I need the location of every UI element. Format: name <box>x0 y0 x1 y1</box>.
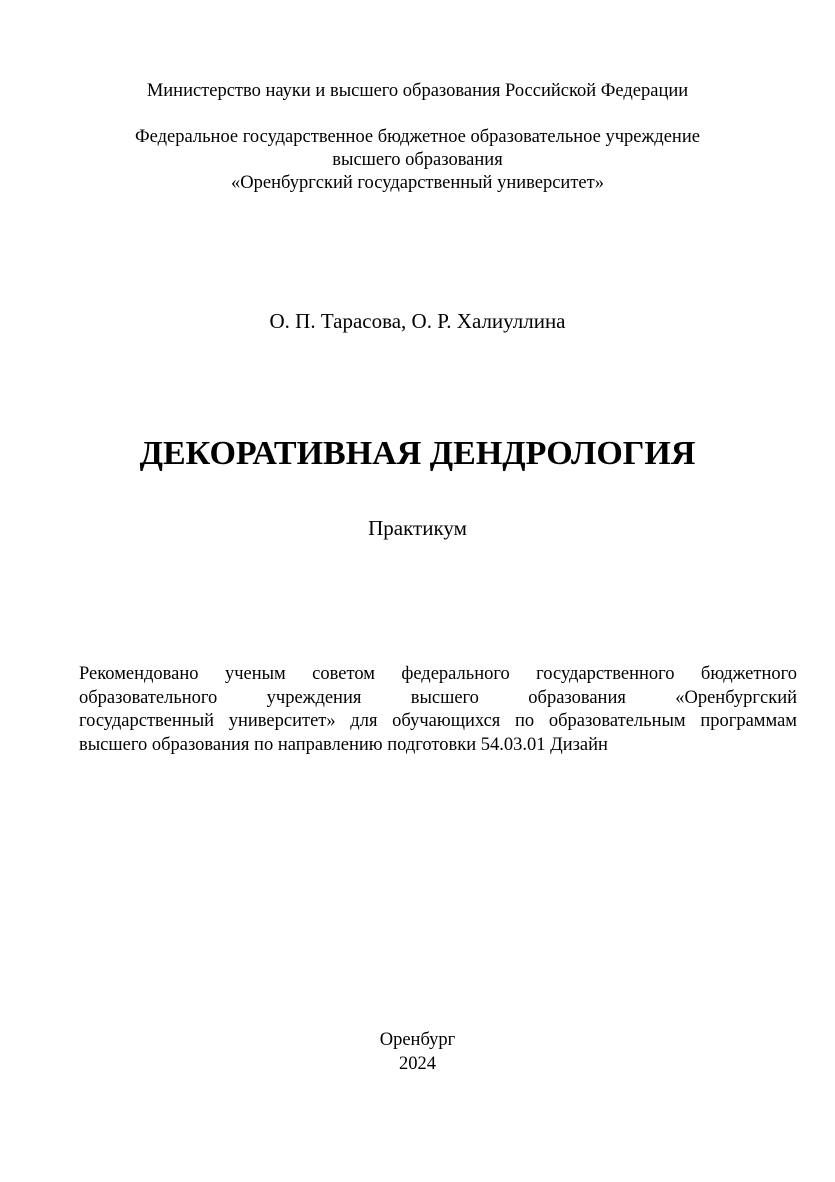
recommendation-line: государственный университет» для обучающихся по образовательным программам <box>79 711 797 731</box>
recommendation-line: высшего образования по направлению подготовки 54.03.01 Дизайн <box>79 734 608 755</box>
recommendation-line: образовательного учреждения высшего образования «Оренбургский <box>79 687 797 708</box>
recommendation-line: Рекомендовано ученым советом федерального государственного бюджетного <box>79 664 797 684</box>
authors: О. П. Тарасова, О. Р. Халиуллина <box>269 309 566 333</box>
document-subtitle: Практикум <box>368 516 467 540</box>
publication-year: 2024 <box>399 1054 436 1074</box>
institution-line: «Оренбургский государственный университет» <box>231 173 604 193</box>
publication-city: Оренбург <box>379 1030 456 1050</box>
ministry-name: Министерство науки и высшего образования Российской Федерации <box>146 81 689 101</box>
institution-block <box>0 126 835 195</box>
institution-line: высшего образования <box>332 150 503 170</box>
document-title: ДЕКОРАТИВНАЯ ДЕНДРОЛОГИЯ <box>139 435 696 472</box>
institution-line: Федеральное государственное бюджетное образовательное учреждение <box>135 127 700 147</box>
recommendation-text <box>79 663 797 757</box>
